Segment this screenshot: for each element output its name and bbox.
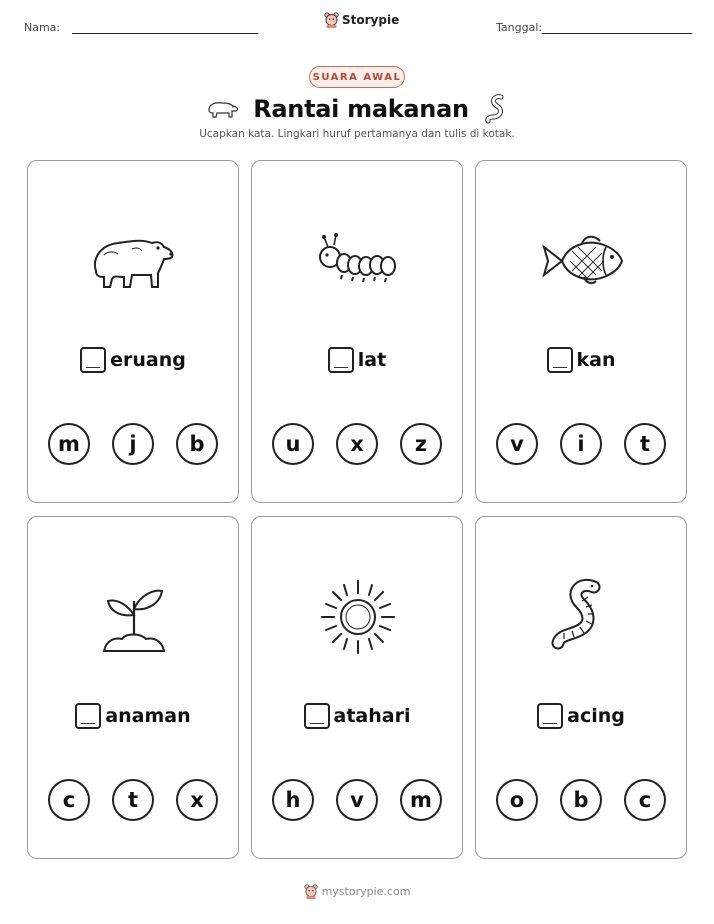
bear-mascot-icon: [304, 884, 318, 899]
bear-mascot-icon: [324, 12, 339, 28]
word-row: [476, 347, 686, 373]
letter-choice[interactable]: x: [336, 423, 378, 465]
sprout-icon: [74, 577, 194, 657]
word-card: [475, 516, 687, 859]
date-label: Tanggal:: [496, 21, 543, 34]
letter-choice[interactable]: c: [624, 779, 666, 821]
letter-choice[interactable]: c: [48, 779, 90, 821]
page-title: Rantai makanan: [253, 95, 469, 123]
letter-choice[interactable]: i: [560, 423, 602, 465]
letter-choice[interactable]: t: [624, 423, 666, 465]
name-label: Nama:: [24, 21, 61, 34]
letter-choice[interactable]: v: [336, 779, 378, 821]
word-row: [28, 347, 238, 373]
answer-box[interactable]: [75, 703, 101, 729]
letter-choice[interactable]: z: [400, 423, 442, 465]
letter-choice[interactable]: b: [560, 779, 602, 821]
word-card: [251, 160, 463, 503]
letter-choice[interactable]: b: [176, 423, 218, 465]
footer: [0, 884, 714, 899]
word-card: [251, 516, 463, 859]
category-badge: SUARA AWAL: [309, 66, 405, 88]
word-card: [27, 516, 239, 859]
letter-choices: [476, 423, 686, 465]
answer-box[interactable]: [537, 703, 563, 729]
word-row: [476, 703, 686, 729]
brand-logo: [324, 12, 399, 28]
word-row: [252, 703, 462, 729]
word-row: [252, 347, 462, 373]
worm-icon: [483, 93, 509, 125]
word-ending: lat: [357, 349, 387, 371]
brand-name: Storypie: [342, 13, 400, 27]
word-ending: anaman: [105, 705, 191, 727]
letter-choice[interactable]: j: [112, 423, 154, 465]
worm-icon: [522, 577, 642, 657]
word-row: [28, 703, 238, 729]
letter-choices: [28, 779, 238, 821]
letter-choice[interactable]: v: [496, 423, 538, 465]
word-ending: atahari: [333, 705, 411, 727]
letter-choices: [28, 423, 238, 465]
letter-choice[interactable]: x: [176, 779, 218, 821]
word-ending: kan: [576, 349, 616, 371]
sun-icon: [298, 577, 418, 657]
fish-icon: [522, 221, 642, 301]
letter-choices: [252, 779, 462, 821]
letter-choice[interactable]: h: [272, 779, 314, 821]
letter-choice[interactable]: t: [112, 779, 154, 821]
instructions: Ucapkan kata. Lingkari huruf pertamanya dan tulis di kotak.: [199, 128, 515, 140]
word-ending: acing: [567, 705, 625, 727]
title-row: [0, 92, 714, 126]
letter-choices: [252, 423, 462, 465]
letter-choice[interactable]: o: [496, 779, 538, 821]
caterpillar-icon: [298, 221, 418, 301]
letter-choice[interactable]: m: [48, 423, 90, 465]
word-card: [27, 160, 239, 503]
bear-icon: [74, 221, 194, 301]
answer-box[interactable]: [547, 347, 573, 373]
bear-icon: [205, 98, 239, 120]
word-ending: eruang: [110, 349, 186, 371]
answer-box[interactable]: [80, 347, 106, 373]
date-line: [542, 33, 692, 34]
letter-choices: [476, 779, 686, 821]
letter-choice[interactable]: u: [272, 423, 314, 465]
answer-box[interactable]: [328, 347, 354, 373]
worksheet-header: [0, 0, 714, 50]
name-line: [72, 33, 258, 34]
word-card: [475, 160, 687, 503]
letter-choice[interactable]: m: [400, 779, 442, 821]
answer-box[interactable]: [304, 703, 330, 729]
footer-url: mystorypie.com: [321, 885, 411, 898]
